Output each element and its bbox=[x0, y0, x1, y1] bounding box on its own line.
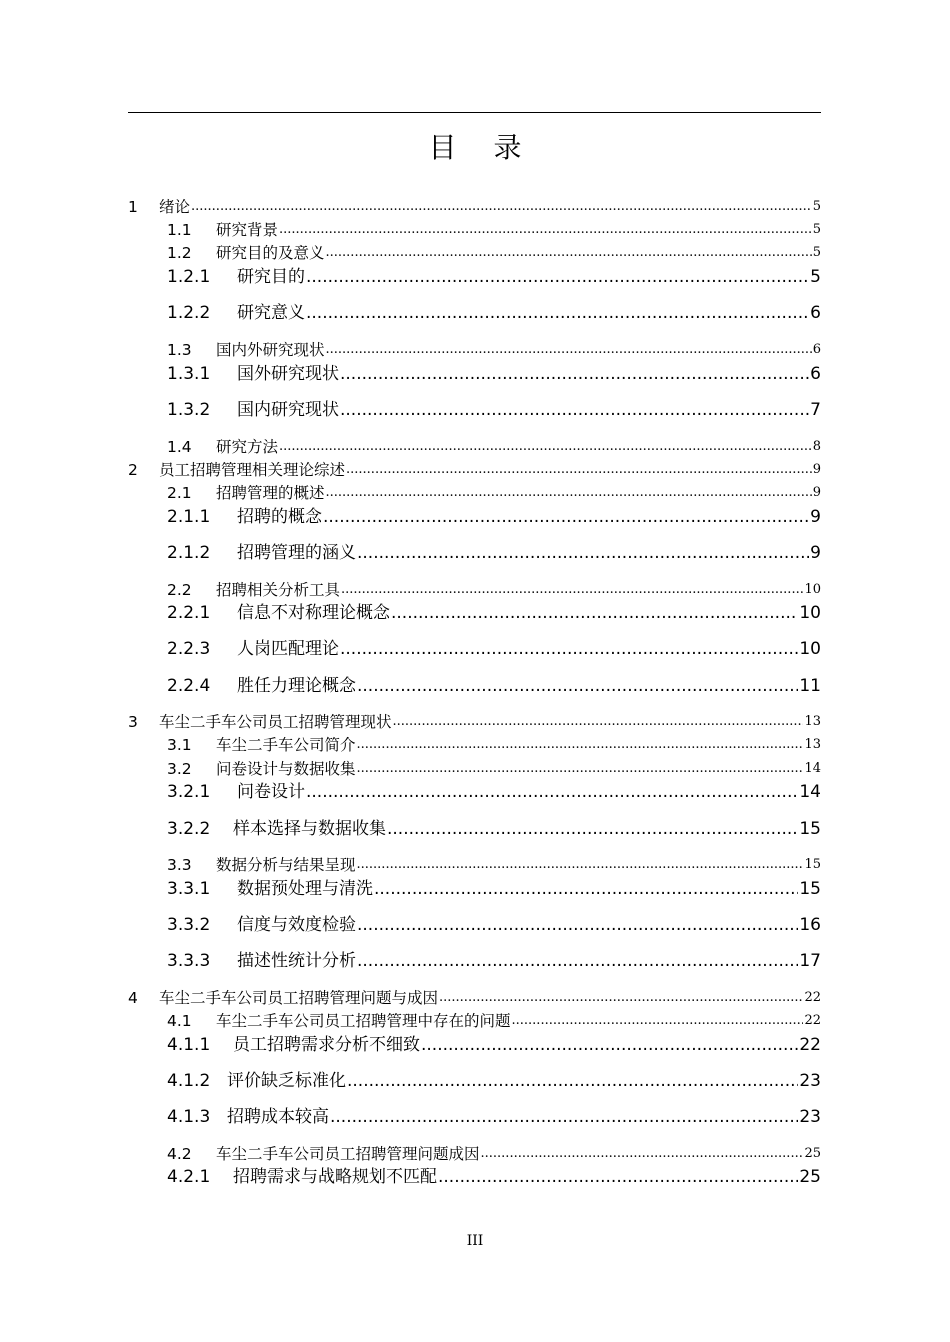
toc-entry-number: 3.2.2 bbox=[167, 819, 211, 839]
toc-entry[interactable] bbox=[167, 780, 821, 802]
toc-leader bbox=[279, 221, 812, 239]
toc-entry-title: 车尘二手车公司员工招聘管理问题与成因 bbox=[159, 989, 439, 1007]
toc-leader bbox=[439, 989, 803, 1007]
toc-entry-number: 1 bbox=[128, 198, 138, 216]
toc-entry-title: 人岗匹配理论 bbox=[237, 639, 339, 659]
toc-entry-number: 3.3.1 bbox=[167, 879, 211, 899]
toc-entry-page: 9 bbox=[812, 485, 821, 500]
toc-entry-title: 数据预处理与清洗 bbox=[237, 879, 373, 899]
toc-entry-number: 1.3.1 bbox=[167, 364, 211, 384]
toc-entry-title: 研究方法 bbox=[216, 438, 279, 456]
toc-entry-number: 2.2.4 bbox=[167, 676, 211, 696]
toc-leader bbox=[346, 461, 812, 479]
toc-entry[interactable] bbox=[128, 194, 821, 216]
toc-entry-number: 2.2.3 bbox=[167, 639, 211, 659]
toc-leader bbox=[279, 438, 812, 456]
toc-entry-title: 车尘二手车公司员工招聘管理问题成因 bbox=[216, 1145, 480, 1163]
toc-entry-page: 25 bbox=[804, 1146, 821, 1161]
toc-entry[interactable] bbox=[128, 985, 821, 1007]
toc-leader bbox=[357, 543, 809, 563]
toc-entry-page: 22 bbox=[804, 1013, 821, 1028]
toc-entry-page: 5 bbox=[812, 245, 821, 260]
toc-entry-number: 4.1.1 bbox=[167, 1035, 211, 1055]
page-number-footer: III bbox=[466, 1233, 484, 1249]
toc-entry[interactable] bbox=[167, 577, 821, 599]
toc-entry[interactable] bbox=[167, 541, 821, 563]
toc-entry-number: 3.3.2 bbox=[167, 915, 211, 935]
toc-entry-page: 22 bbox=[804, 990, 821, 1005]
toc-entry-page: 10 bbox=[799, 603, 821, 623]
toc-entry-title: 信度与效度检验 bbox=[237, 915, 356, 935]
toc-entry-number: 4.2 bbox=[167, 1145, 192, 1163]
toc-leader bbox=[387, 819, 798, 839]
toc-entry-title: 研究目的及意义 bbox=[216, 244, 325, 262]
toc-leader bbox=[357, 676, 798, 696]
toc-entry-page: 7 bbox=[810, 400, 821, 420]
toc-entry-title: 招聘管理的涵义 bbox=[237, 543, 356, 563]
toc-entry-title: 问卷设计 bbox=[237, 782, 305, 802]
toc-leader bbox=[340, 400, 809, 420]
toc-entry-number: 1.2.1 bbox=[167, 267, 211, 287]
toc-entry-number: 4.1.2 bbox=[167, 1071, 211, 1091]
toc-entry-page: 5 bbox=[812, 222, 821, 237]
toc-entry-title: 招聘的概念 bbox=[237, 507, 322, 527]
toc-entry[interactable] bbox=[167, 852, 821, 874]
toc-entry-title: 车尘二手车公司简介 bbox=[216, 736, 356, 754]
toc-leader bbox=[306, 782, 798, 802]
toc-entry-page: 5 bbox=[812, 199, 821, 214]
toc-entry-title: 车尘二手车公司员工招聘管理中存在的问题 bbox=[216, 1012, 511, 1030]
toc-entry[interactable] bbox=[167, 1165, 821, 1187]
toc-leader bbox=[357, 951, 798, 971]
toc-entry-page: 9 bbox=[810, 507, 821, 527]
toc-entry-number: 2.1.2 bbox=[167, 543, 211, 563]
toc-entry-number: 1.4 bbox=[167, 438, 192, 456]
toc-entry[interactable] bbox=[167, 1008, 821, 1030]
toc-entry[interactable] bbox=[167, 398, 821, 420]
toc-entry[interactable] bbox=[167, 301, 821, 323]
toc-entry[interactable] bbox=[167, 217, 821, 239]
toc-leader bbox=[357, 856, 804, 874]
toc-entry-title: 车尘二手车公司员工招聘管理现状 bbox=[159, 713, 392, 731]
toc-entry[interactable] bbox=[167, 362, 821, 384]
toc-entry-title: 国外研究现状 bbox=[237, 364, 339, 384]
toc-entry-title: 绪论 bbox=[159, 198, 191, 216]
toc-entry-title: 描述性统计分析 bbox=[237, 951, 356, 971]
toc-entry-title: 研究背景 bbox=[216, 221, 279, 239]
toc-entry-number: 1.3 bbox=[167, 341, 192, 359]
toc-entry-page: 25 bbox=[799, 1167, 821, 1187]
toc-entry-number: 1.2.2 bbox=[167, 303, 211, 323]
toc-entry-number: 1.3.2 bbox=[167, 400, 211, 420]
toc-entry-page: 10 bbox=[804, 582, 821, 597]
toc-entry-number: 2.2 bbox=[167, 581, 192, 599]
toc-entry[interactable] bbox=[167, 756, 821, 778]
toc-leader bbox=[347, 1071, 798, 1091]
toc-entry-title: 招聘需求与战略规划不匹配 bbox=[233, 1167, 437, 1187]
toc-leader bbox=[306, 303, 809, 323]
toc-leader bbox=[393, 713, 804, 731]
toc-entry-title: 研究意义 bbox=[237, 303, 305, 323]
toc-entry-title: 问卷设计与数据收集 bbox=[216, 760, 356, 778]
toc-entry[interactable] bbox=[167, 732, 821, 754]
toc-leader bbox=[374, 879, 798, 899]
toc-entry[interactable] bbox=[167, 337, 821, 359]
toc-entry-page: 13 bbox=[804, 737, 821, 752]
toc-entry-number: 1.1 bbox=[167, 221, 192, 239]
toc-entry-page: 10 bbox=[799, 639, 821, 659]
toc-entry-page: 14 bbox=[799, 782, 821, 802]
toc-entry[interactable] bbox=[167, 877, 821, 899]
toc-entry-page: 9 bbox=[810, 543, 821, 563]
toc-entry-number: 3.2 bbox=[167, 760, 192, 778]
toc-entry[interactable] bbox=[167, 505, 821, 527]
toc-leader bbox=[326, 341, 812, 359]
toc-leader bbox=[340, 639, 798, 659]
toc-leader bbox=[357, 760, 804, 778]
toc-entry-title: 数据分析与结果呈现 bbox=[216, 856, 356, 874]
toc-entry-title: 研究目的 bbox=[237, 267, 305, 287]
toc-entry-number: 2.2.1 bbox=[167, 603, 211, 623]
toc-entry-title: 招聘成本较高 bbox=[227, 1107, 329, 1127]
toc-entry-page: 23 bbox=[799, 1071, 821, 1091]
toc-entry[interactable] bbox=[167, 1069, 821, 1091]
toc-leader bbox=[326, 484, 812, 502]
toc-entry-page: 15 bbox=[799, 819, 821, 839]
toc-leader bbox=[340, 364, 809, 384]
toc-entry-title: 国内外研究现状 bbox=[216, 341, 325, 359]
toc-entry-title: 样本选择与数据收集 bbox=[233, 819, 386, 839]
toc-entry-title: 评价缺乏标准化 bbox=[227, 1071, 346, 1091]
toc-entry-number: 3 bbox=[128, 713, 138, 731]
toc-leader bbox=[481, 1145, 804, 1163]
toc-leader bbox=[191, 198, 812, 216]
toc-title: 目 录 bbox=[428, 131, 536, 164]
toc-leader bbox=[391, 603, 798, 623]
toc-entry[interactable] bbox=[167, 637, 821, 659]
toc-entry[interactable] bbox=[167, 674, 821, 696]
toc-entry[interactable] bbox=[167, 913, 821, 935]
toc-entry-page: 6 bbox=[810, 364, 821, 384]
toc-entry-number: 4.2.1 bbox=[167, 1167, 211, 1187]
toc-leader bbox=[306, 267, 809, 287]
toc-entry-page: 6 bbox=[810, 303, 821, 323]
toc-entry-title: 国内研究现状 bbox=[237, 400, 339, 420]
toc-entry-page: 15 bbox=[804, 857, 821, 872]
toc-entry-number: 3.2.1 bbox=[167, 782, 211, 802]
toc-entry-title: 信息不对称理论概念 bbox=[237, 603, 390, 623]
toc-leader bbox=[421, 1035, 798, 1055]
toc-entry-number: 3.3 bbox=[167, 856, 192, 874]
toc-entry-title: 胜任力理论概念 bbox=[237, 676, 356, 696]
toc-entry-page: 6 bbox=[812, 342, 821, 357]
toc-entry-page: 9 bbox=[812, 462, 821, 477]
toc-entry-page: 13 bbox=[804, 714, 821, 729]
toc-entry[interactable] bbox=[167, 601, 821, 623]
toc-entry[interactable] bbox=[167, 817, 821, 839]
toc-entry-page: 17 bbox=[799, 951, 821, 971]
toc-entry[interactable] bbox=[167, 949, 821, 971]
toc-entry-page: 14 bbox=[804, 761, 821, 776]
toc-entry-page: 15 bbox=[799, 879, 821, 899]
toc-entry-number: 3.3.3 bbox=[167, 951, 211, 971]
toc-leader bbox=[512, 1012, 804, 1030]
toc-entry-number: 4 bbox=[128, 989, 138, 1007]
toc-entry-title: 员工招聘需求分析不细致 bbox=[233, 1035, 420, 1055]
toc-entry-page: 23 bbox=[799, 1107, 821, 1127]
toc-entry-number: 4.1.3 bbox=[167, 1107, 211, 1127]
toc-entry-number: 2 bbox=[128, 461, 138, 479]
toc-entry-number: 1.2 bbox=[167, 244, 192, 262]
toc-leader bbox=[326, 244, 812, 262]
toc-entry[interactable] bbox=[167, 1141, 821, 1163]
toc-entry-page: 8 bbox=[812, 439, 821, 454]
toc-entry-title: 招聘相关分析工具 bbox=[216, 581, 341, 599]
toc-leader bbox=[341, 581, 803, 599]
toc-leader bbox=[323, 507, 809, 527]
toc-entry[interactable] bbox=[128, 457, 821, 479]
toc-entry-number: 4.1 bbox=[167, 1012, 192, 1030]
toc-entry-number: 3.1 bbox=[167, 736, 192, 754]
toc-entry-page: 16 bbox=[799, 915, 821, 935]
toc-entry[interactable] bbox=[167, 480, 821, 502]
toc-entry[interactable] bbox=[167, 265, 821, 287]
toc-entry[interactable] bbox=[167, 1105, 821, 1127]
toc-entry-title: 招聘管理的概述 bbox=[216, 484, 325, 502]
toc-entry[interactable] bbox=[167, 434, 821, 456]
toc-entry-title: 员工招聘管理相关理论综述 bbox=[159, 461, 346, 479]
toc-leader bbox=[438, 1167, 798, 1187]
toc-entry-page: 5 bbox=[810, 267, 821, 287]
toc-entry-page: 22 bbox=[799, 1035, 821, 1055]
toc-entry[interactable] bbox=[167, 240, 821, 262]
toc-leader bbox=[330, 1107, 798, 1127]
toc-entry[interactable] bbox=[128, 709, 821, 731]
toc-entry-number: 2.1.1 bbox=[167, 507, 211, 527]
toc-leader bbox=[357, 736, 804, 754]
toc-entry-page: 11 bbox=[799, 676, 821, 696]
toc-entry-number: 2.1 bbox=[167, 484, 192, 502]
toc-entry[interactable] bbox=[167, 1033, 821, 1055]
toc-leader bbox=[357, 915, 798, 935]
